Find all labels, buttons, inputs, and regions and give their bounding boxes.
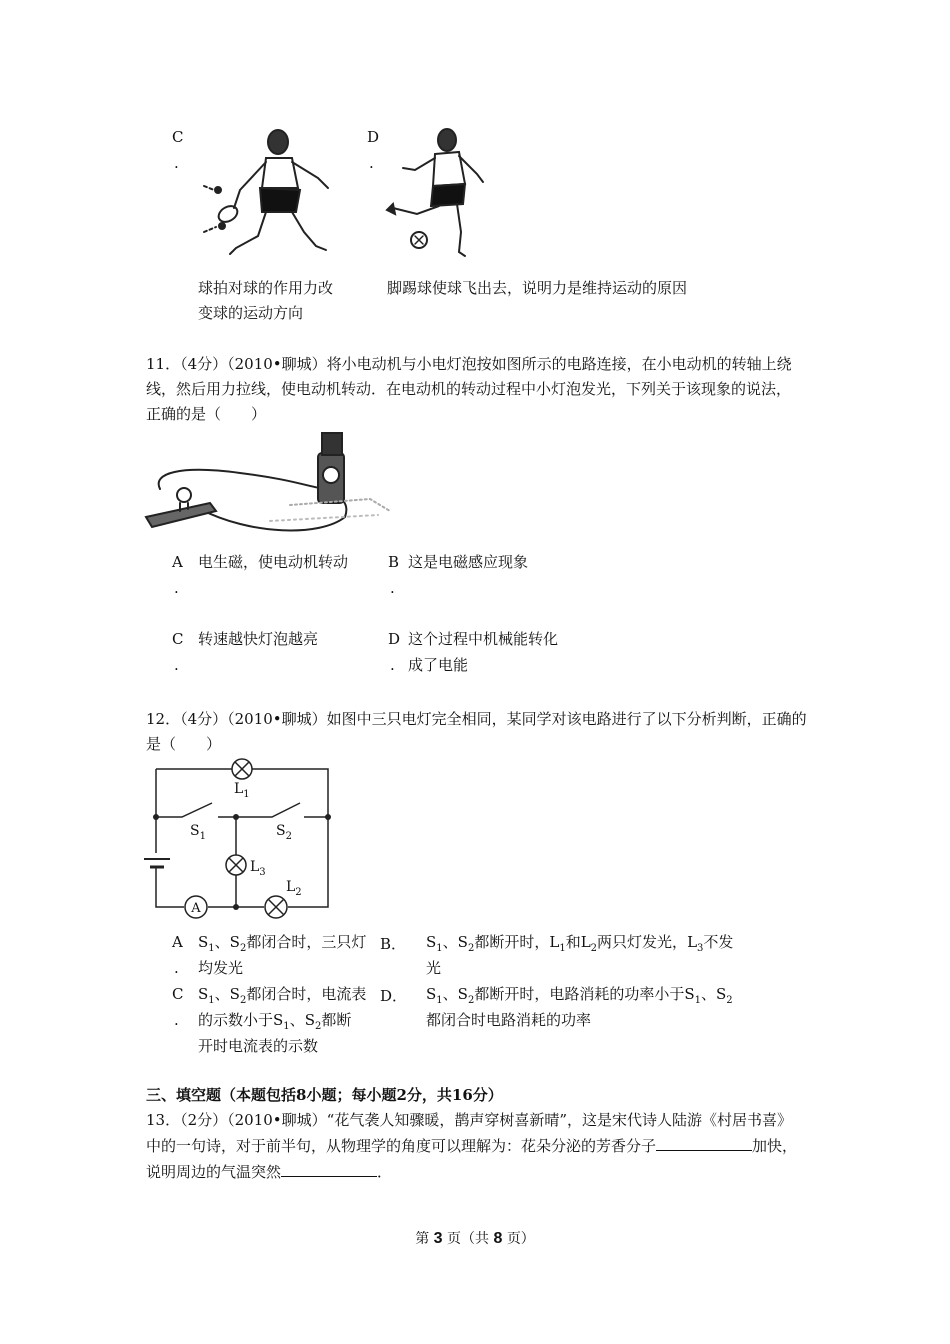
q11-stem-line1: 11．（4分）（2010•聊城）将小电动机与小电灯泡按如图所示的电路连接，在小电动机的转轴上绕 <box>146 355 792 373</box>
option-text-line3: 开时电流表的示数 <box>198 1037 319 1055</box>
option-dot: . <box>174 656 179 674</box>
label-l3: $L_3$ <box>250 859 266 878</box>
option-letter: B <box>388 553 400 571</box>
option-letter: C <box>172 985 184 1003</box>
q13-stem-line3: 说明周边的气温突然 ． <box>146 1159 816 1185</box>
label-l2: $L_2$ <box>286 879 302 898</box>
q11-stem-line3: 正确的是（ ） <box>146 405 267 423</box>
option-dot: . <box>174 1011 179 1029</box>
tennis-player-illustration <box>200 128 350 263</box>
option-letter: D <box>367 128 380 146</box>
label-s1: $S_1$ <box>190 823 206 842</box>
option-text: 这是电磁感应现象 <box>408 553 529 571</box>
q12-stem-line1: 12．（4分）（2010•聊城）如图中三只电灯完全相同，某同学对该电路进行了以下分析判断，正确的 <box>146 710 807 728</box>
section-title: 三、填空题（本题包括8小题；每小题2分，共16分） <box>146 1086 503 1104</box>
lamp-l3 <box>226 855 246 875</box>
option-text-line2: 的示数小于$S_1$、$S_2$都断 <box>198 1011 352 1032</box>
q13-stem-line2: 中的一句诗，对于前半句，从物理学的角度可以理解为：花朵分泌的芳香分子 加快， <box>146 1133 816 1159</box>
three-lamp-circuit-diagram <box>140 755 340 920</box>
label-l1: $L_1$ <box>234 781 250 800</box>
answer-blank-2[interactable] <box>281 1160 377 1177</box>
option-letter: A <box>172 553 183 571</box>
option-letter: C <box>172 630 184 648</box>
lamp-l2 <box>265 896 287 918</box>
option-text: 电生磁，使电动机转动 <box>198 553 349 571</box>
option-text-line1: $S_1$、$S_2$都断开时，电路消耗的功率小于$S_1$、$S_2$ <box>426 985 733 1006</box>
option-text-line1: 脚踢球使球飞出去，说明力是维持运动的原因 <box>387 279 688 297</box>
option-text-line1: 球拍对球的作用力改 <box>198 279 334 297</box>
option-dot: . <box>390 579 395 597</box>
option-text-line1: $S_1$、$S_2$都断开时，$L_1$和$L_2$两只灯发光，$L_3$不发 <box>426 933 734 954</box>
option-letter: B． <box>380 935 407 953</box>
motor-bulb-circuit-illustration <box>140 425 395 540</box>
soccer-player-illustration <box>385 128 505 263</box>
option-letter: D． <box>380 987 408 1005</box>
option-text-line2: 光 <box>426 959 442 977</box>
option-letter: A <box>172 933 183 951</box>
option-text-line1: 这个过程中机械能转化 <box>408 630 559 648</box>
option-text-line2: 均发光 <box>198 959 244 977</box>
option-dot: . <box>174 154 179 172</box>
option-letter: D <box>388 630 401 648</box>
option-text-line2: 成了电能 <box>408 656 469 674</box>
option-letter: C <box>172 128 184 146</box>
answer-blank-1[interactable] <box>656 1134 752 1151</box>
ammeter <box>185 896 207 918</box>
q12-stem-line2: 是（ ） <box>146 735 222 753</box>
option-text-line2: 都闭合时电路消耗的功率 <box>426 1011 592 1029</box>
q10-option-c <box>172 128 362 328</box>
option-text: 转速越快灯泡越亮 <box>198 630 319 648</box>
option-dot: . <box>174 579 179 597</box>
option-dot: . <box>390 656 395 674</box>
q13-stem-line1: 13．（2分）（2010•聊城）“花气袭人知骤暖，鹊声穿树喜新晴”，这是宋代诗人陆游《村居书喜》 <box>146 1111 792 1129</box>
option-dot: . <box>174 959 179 977</box>
option-text-line1: $S_1$、$S_2$都闭合时，三只灯 <box>198 933 367 954</box>
option-text-line2: 变球的运动方向 <box>198 304 304 322</box>
page-footer: 第 3 页（共 8 页） <box>415 1230 535 1247</box>
ammeter-label: A <box>191 901 201 916</box>
lamp-l1 <box>232 759 252 779</box>
option-dot: . <box>369 154 374 172</box>
option-text-line1: $S_1$、$S_2$都闭合时，电流表 <box>198 985 367 1006</box>
label-s2: $S_2$ <box>276 823 292 842</box>
q11-stem-line2: 线，然后用力拉线，使电动机转动．在电动机的转动过程中小灯泡发光，下列关于该现象的说法， <box>146 380 792 398</box>
q10-option-d <box>367 128 727 328</box>
